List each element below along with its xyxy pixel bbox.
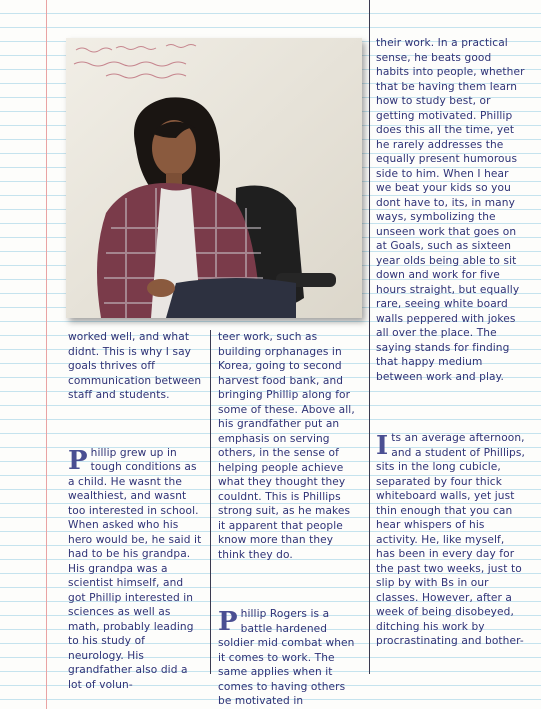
paragraph-text: hillip grew up in tough conditions as a child. He wasnt the wealthiest, and wasnt too interested in school. When asked who his hero would be, he said it had to be his grandpa. His grandpa was a scientist himself, and got Phillip interested in sciences as well as math, probably leading to his study of neurology. His grandfather also did a lot of volun- (68, 446, 202, 691)
photo-student-at-desk (66, 38, 362, 318)
paragraph-average-afternoon (376, 431, 526, 649)
paragraph-text: hillip Rogers is a battle hardened soldier mid combat when it comes to work. The same applies when it comes to having others be motivated in (218, 608, 355, 707)
paragraph: teer work, such as building orphanages in Korea, going to second harvest food bank, and bringing Phillip along for some of these. Above all, his grandfather put an emphasis on serving others, in the sense of helping people achieve what they thought they couldnt. This is Phillips strong suit, as he makes it apparent that people know more than they think they do. (218, 331, 355, 561)
column-3 (376, 36, 526, 649)
column-2 (218, 330, 360, 709)
column-divider (369, 0, 370, 674)
paragraph-text: ts an average afternoon, and a student of Phillips, sits in the long cubicle, separated by four thick whiteboard walls, yet just thin enough that you can hear whispers of his activity. He, like myself, has been in every day for the past two weeks, just to slip by with Bs in our classes. However, after a week of being disobeyed, ditching his work by procrastinating and bother- (376, 432, 525, 647)
column-divider (210, 330, 211, 674)
column-1 (68, 330, 203, 692)
paragraph: worked well, and what didnt. This is why I say goals thrives off communication between staff and students. (68, 331, 202, 401)
paragraph-phillip-rogers (218, 607, 360, 709)
paragraph: their work. In a practical sense, he beats good habits into people, whether that be having them learn how to study best, or getting motivated. Phillip does this all the time, yet he rarely addresses the equally present humorous side to him. When I hear we beat your kids so you dont have to, its, in many ways, symbolizing the unseen work that goes on at Goals, such as sixteen year olds being able to sit down and work for five hours straight, but equally rare, seeing white board walls peppered with jokes all over the place. The saying stands for finding that happy medium between work and play. (376, 37, 525, 383)
paragraph-phillip-childhood (68, 446, 203, 693)
drop-cap: P (218, 607, 238, 637)
photo-illustration (66, 38, 362, 318)
drop-cap: I (376, 431, 389, 461)
drop-cap: P (68, 445, 88, 476)
